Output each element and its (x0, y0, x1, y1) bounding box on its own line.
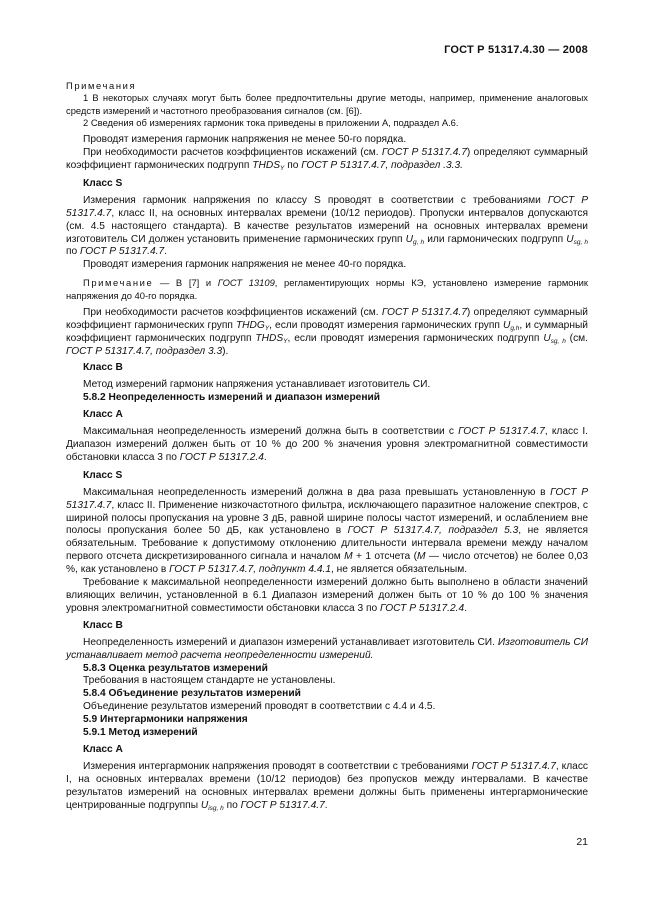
class-s-uncertainty-paragraph: Максимальная неопределенность измерений должна в два раза превышать установленную в ГОСТ Р 51317.4.7, класс II. Применение низкочастотного фильтра, исключающего паразитное наложение спектров, с шириной полосы пропускания на уровне 3 дБ, равной ширине полосы частот измерений, и ослаблением вне полосы пропускания более 50 дБ, как установлено в ГОСТ Р 51317.4.7, подраздел 5.3, не является обязательным. Требование к допустимому отклонению длительности интервала времени между началом первого отсчета дискретизированного сигнала и началом М + 1 отсчета (М — число отсчетов) не более 0,03 %, как установлено в ГОСТ Р 51317.4.7, подпункт 4.4.1, не является обязательным. (66, 486, 589, 576)
class-b-uncertainty-heading: Класс В (83, 619, 123, 631)
paragraph-distortion-thds: При необходимости расчетов коэффициентов искажений (см. ГОСТ Р 51317.4.7) определяют суммарный коэффициент гармонических подгрупп $THDS_Y$ по ГОСТ Р 51317.4.7, подраздел .3.3. (66, 147, 588, 172)
note-1: 1 В некоторых случаях могут быть более предпочтительны другие методы, например, применение аналоговых средств измерений и частотного преобразования сигналов (см. [6]). (66, 92, 588, 116)
class-a-interharmonics-heading: Класс А (83, 743, 123, 755)
class-s-uncertainty-heading: Класс S (83, 469, 123, 481)
document-header: ГОСТ Р 51317.4.30 — 2008 (444, 44, 588, 56)
notes-title: Примечания (66, 80, 137, 91)
class-s-order-paragraph: Проводят измерения гармоник напряжения не менее 40-го порядка. (83, 259, 407, 271)
page-content (66, 80, 588, 812)
class-b-uncertainty-paragraph: Неопределенность измерений и диапазон измерений устанавливает изготовитель СИ. Изготовитель СИ устанавливает метод расчета неопределенности измерений. (66, 636, 589, 661)
section-5-8-3-text: Требования в настоящем стандарте не установлены. (83, 675, 336, 687)
class-b-method-paragraph: Метод измерений гармоник напряжения устанавливает изготовитель СИ. (83, 379, 431, 391)
section-5-8-2-heading: 5.8.2 Неопределенность измерений и диапазон измерений (83, 392, 381, 404)
class-s-range-paragraph: Требование к максимальной неопределенности измерений должно быть выполнено в области значений влияющих величин, установленной в 6.1 Диапазон измерений должен быть от 10 % до 100 % значения уровня электромагнитной совместимости обстановки класса 3 по ГОСТ Р 51317.2.4. (66, 577, 588, 614)
class-s-heading: Класс S (83, 177, 123, 189)
section-5-8-3-heading: 5.8.3 Оценка результатов измерений (83, 662, 268, 674)
section-5-8-4-text: Объединение результатов измерений проводят в соответствии с 4.4 и 4.5. (83, 701, 436, 713)
paragraph-distortion-thdg: При необходимости расчетов коэффициентов искажений (см. ГОСТ Р 51317.4.7) определяют суммарный коэффициент гармонических групп $THDG_Y$, если проводят измерения гармонических групп $U_{g,h}$, и суммарный коэффициент гармонических подгрупп $THDS_Y$, если проводят измерения гармонических подгрупп $U_{sg, h}$ (см. ГОСТ Р 51317.4.7, подраздел 3.3). (66, 306, 589, 357)
note-gost-13109: Примечание — В [7] и ГОСТ 13109, регламентирующих нормы КЭ, установлено измерение гармоник напряжения до 40-го порядка. (66, 277, 588, 301)
class-s-method-paragraph: Измерения гармоник напряжения по классу S проводят в соответствии с требованиями ГОСТ Р 51317.4.7, класс II, на основных интервалах времени (10/12 периодов). Пропуски интервалов допускаются (см. 4.5 настоящего стандарта). В качестве результатов измерений на основных интервалах времени изготовитель СИ должен установить применение гармонических групп $U_{g, h}$ или гармонических подгрупп $U_{sg, h}$ по ГОСТ Р 51317.4.7. (66, 194, 589, 258)
class-a-interharmonics-paragraph: Измерения интергармоник напряжения проводят в соответствии с требованиями ГОСТ Р 51317.4.7, класс I, на основных интервалах времени (10/12 периодов) без пропусков между интервалами. В качестве результатов измерений на основных интервалах времени должны быть применены интергармонические центрированные подгруппы $U_{isg, h}$ по ГОСТ Р 51317.4.7. (66, 760, 589, 812)
page-number: 21 (576, 836, 588, 848)
class-a-uncertainty-paragraph: Максимальная неопределенность измерений должна быть в соответствии с ГОСТ Р 51317.4.7, класс I. Диапазон измерений должен быть от 10 % до 200 % значения уровня электромагнитной совместимости обстановки класса 3 по ГОСТ Р 51317.2.4. (66, 426, 588, 463)
section-5-9-heading: 5.9 Интергармоники напряжения (83, 714, 248, 726)
class-a-heading: Класс А (83, 409, 123, 421)
note-2: 2 Сведения об измерениях гармоник тока приведены в приложении А, подраздел А.6. (83, 116, 459, 128)
section-5-8-4-heading: 5.8.4 Объединение результатов измерений (83, 688, 301, 700)
class-b-heading: Класс В (83, 362, 123, 374)
section-5-9-1-heading: 5.9.1 Метод измерений (83, 727, 198, 739)
paragraph-harmonics-order: Проводят измерения гармоник напряжения не менее 50-го порядка. (83, 134, 407, 146)
